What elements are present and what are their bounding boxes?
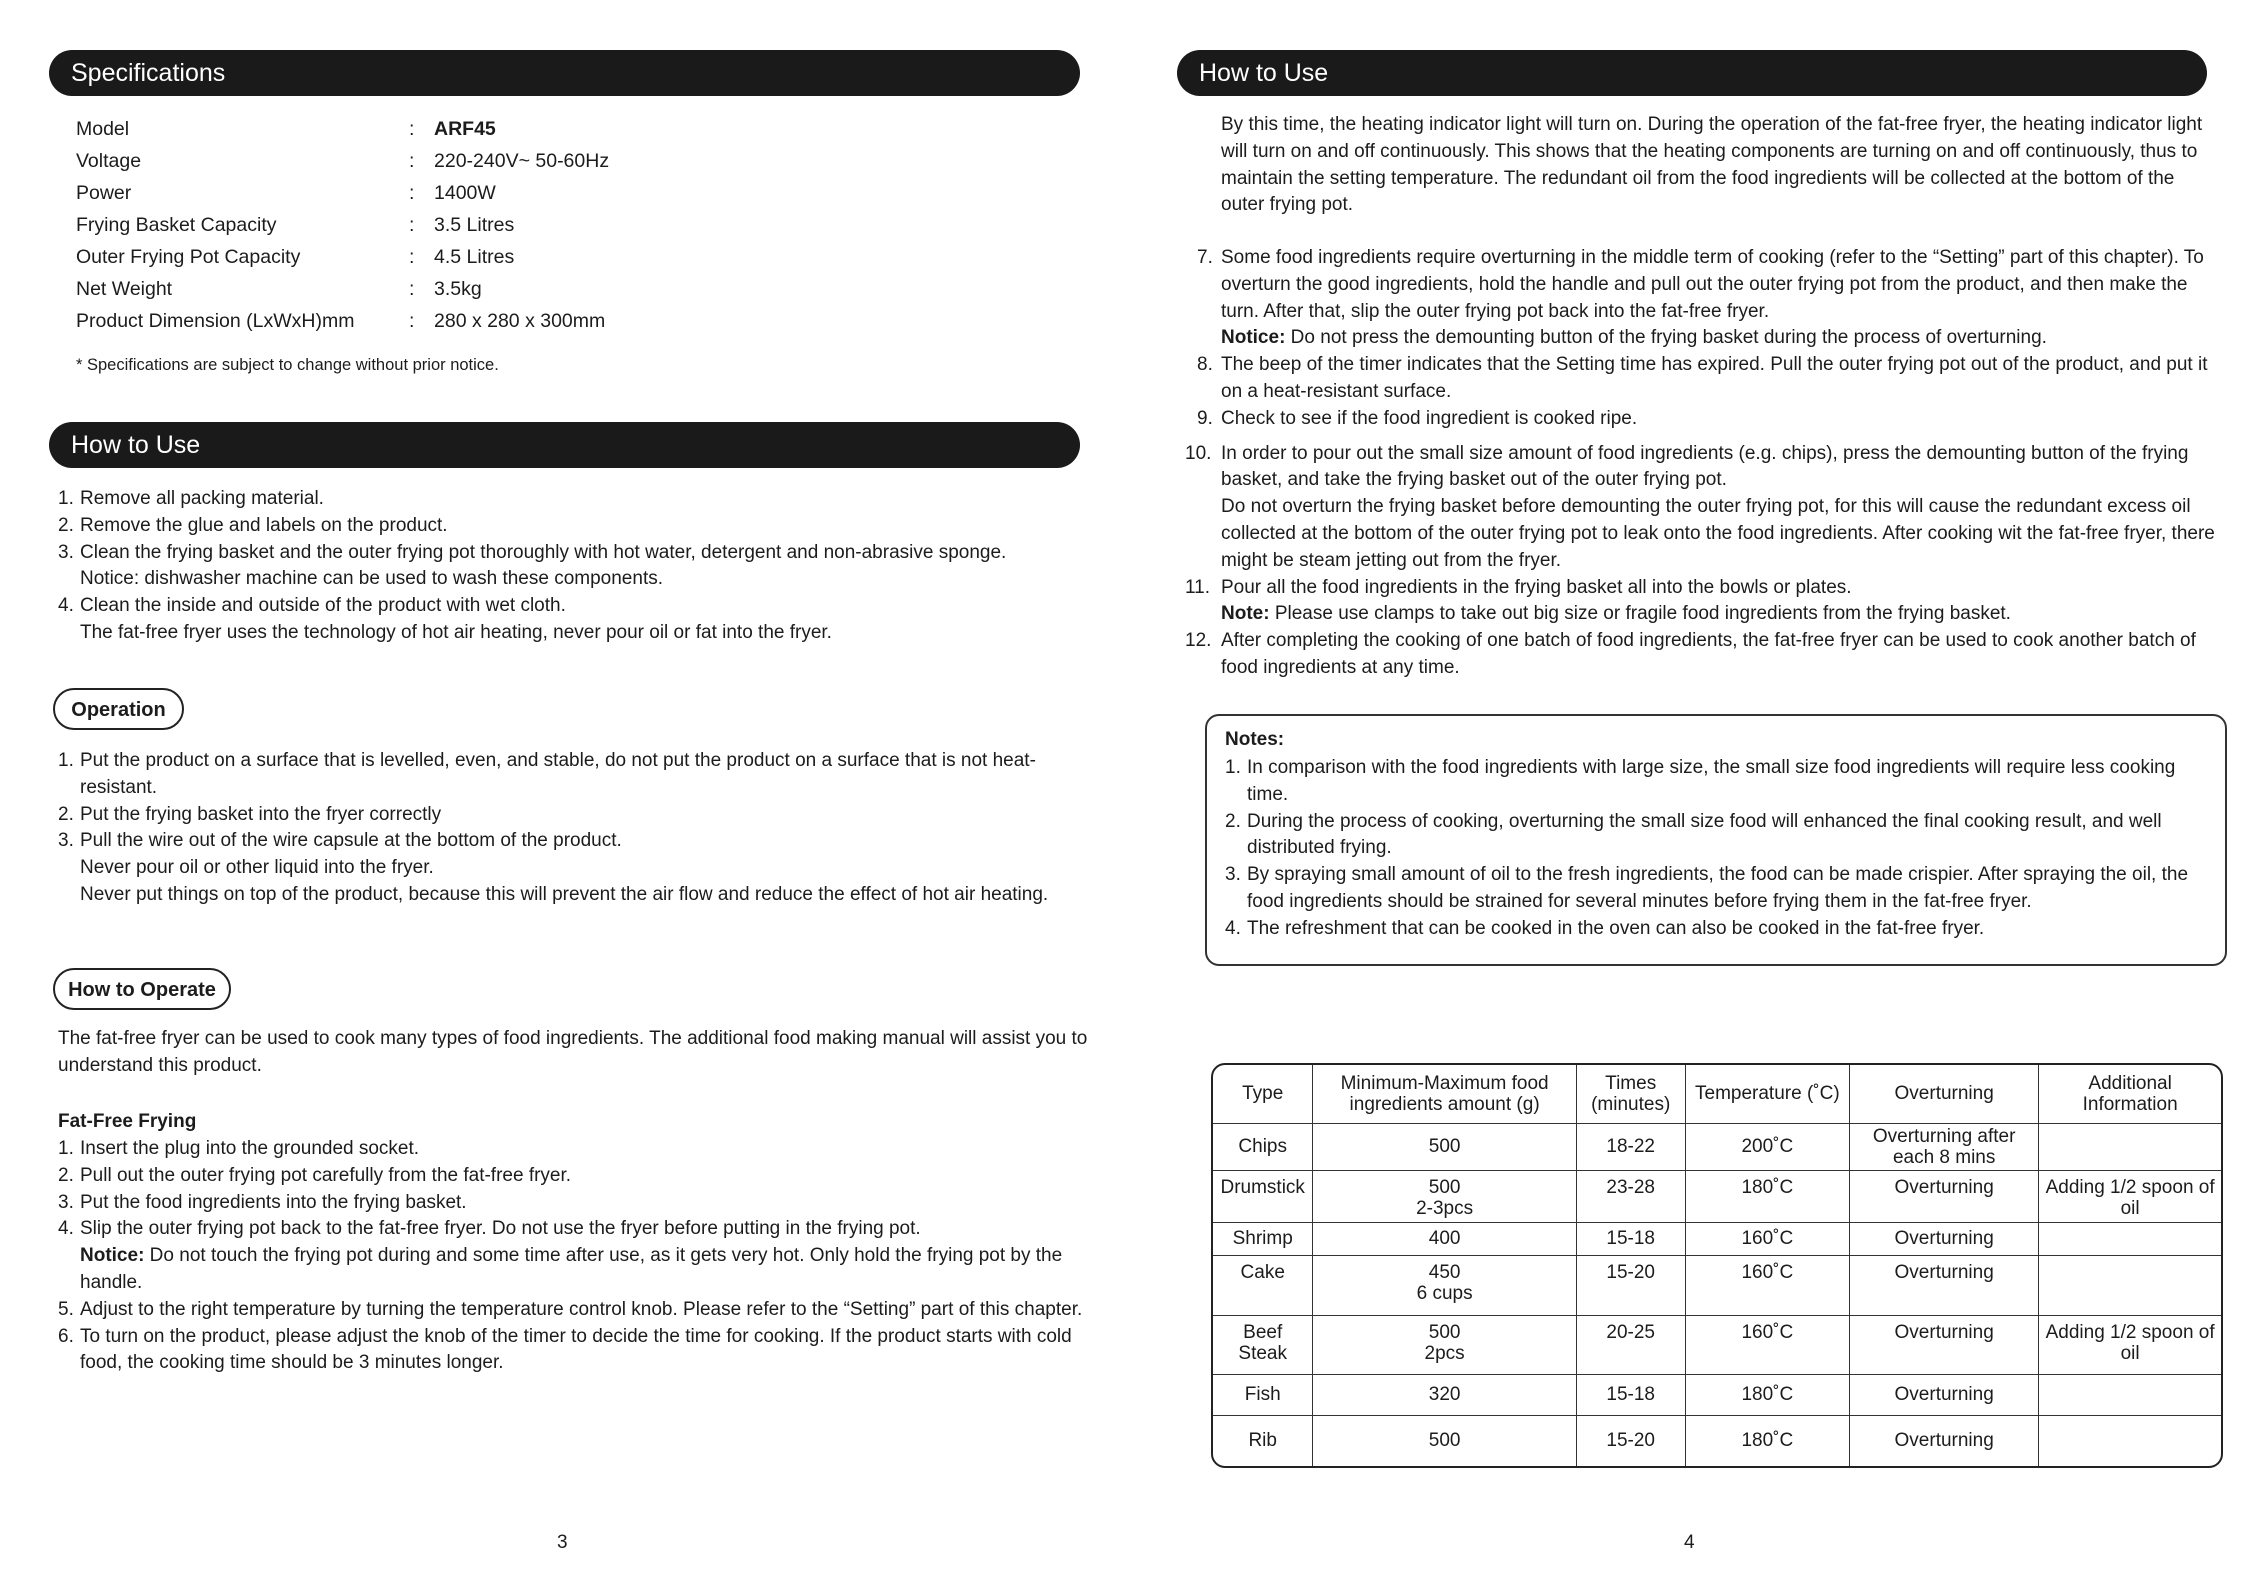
how-to-use-header xyxy=(1177,50,2207,96)
list-item: 1. In comparison with the food ingredients with large size, the small size food ingredients will require less cooking time. xyxy=(1225,757,2176,805)
spec-label: Power xyxy=(76,182,132,204)
column-header: Type xyxy=(1213,1065,1313,1123)
fat-free-frying-heading: Fat-Free Frying xyxy=(58,1111,197,1132)
table-cell: Overturning xyxy=(1850,1170,2039,1222)
list-item: 2. Put the frying basket into the fryer correctly xyxy=(58,803,442,825)
table-cell: 15-20 xyxy=(1576,1415,1685,1466)
spec-value: 220-240V~ 50-60Hz xyxy=(434,150,610,172)
table-cell: Overturning xyxy=(1850,1222,2039,1255)
list-item: 10. In order to pour out the small size amount of food ingredients (e.g. chips), press the demounting button of the frying basket, and take the frying basket out of the outer frying pot. xyxy=(1185,442,2189,491)
list-item: 1. Remove all packing material. xyxy=(58,488,324,509)
table-cell: Fish xyxy=(1213,1374,1313,1415)
table-row xyxy=(1213,1315,2221,1374)
list-item: 11. Pour all the food ingredients in the frying basket all into the bowls or plates. xyxy=(1185,576,1852,598)
column-header: Additional Information xyxy=(2039,1065,2221,1123)
list-item: 3. Put the food ingredients into the frying basket. xyxy=(58,1191,467,1213)
list-item-notice: Notice: Do not press the demounting button of the frying basket during the process of overturning. xyxy=(1221,327,2047,349)
table-cell xyxy=(2039,1123,2221,1170)
notes-title: Notes: xyxy=(1225,729,1285,750)
list-item: 7. Some food ingredients require overturning in the middle term of cooking (refer to the “Setting” part of this chapter). To overturn the good ingredients, hold the handle and pull out the outer frying pot from the product, and then make the turn. After that, slip the outer frying pot back into the fat-free fryer. xyxy=(1197,247,2204,322)
spec-label: Frying Basket Capacity xyxy=(76,214,277,236)
table-cell: Overturning xyxy=(1850,1415,2039,1466)
column-header: Temperature (˚C) xyxy=(1685,1065,1850,1123)
list-item: 12. After completing the cooking of one batch of food ingredients, the fat-free fryer can be used to cook another batch of food ingredients at any time. xyxy=(1185,630,2196,678)
table-cell: Adding 1/2 spoon of oil xyxy=(2039,1315,2221,1374)
table-cell: Overturning after each 8 mins xyxy=(1850,1123,2039,1170)
table-cell: Overturning xyxy=(1850,1315,2039,1374)
table-cell: Chips xyxy=(1213,1123,1313,1170)
spec-value: 4.5 Litres xyxy=(434,246,515,268)
notes-box xyxy=(1205,714,2227,966)
how-to-use-intro: By this time, the heating indicator light will turn on. During the operation of the fat-free fryer, the heating indicator light will turn on and off continuously. This shows that the heating components are turning on and off continuously, thus to maintain the setting temperature. The redundant oil from the food ingredients will be collected at the bottom of the outer frying pot. xyxy=(1221,114,2203,216)
list-item: 2. During the process of cooking, overturning the small size food will enhanced the final cooking result, and well distributed frying. xyxy=(1225,810,2162,859)
spec-colon: : xyxy=(409,150,415,172)
table-cell: 200˚C xyxy=(1685,1123,1850,1170)
spec-colon: : xyxy=(409,278,415,300)
table-cell xyxy=(2039,1222,2221,1255)
table-cell: Beef Steak xyxy=(1213,1315,1313,1374)
how-to-use-title: How to Use xyxy=(1199,59,1329,87)
spec-label: Outer Frying Pot Capacity xyxy=(76,246,301,268)
spec-colon: : xyxy=(409,310,415,332)
cooking-table xyxy=(1213,1065,2221,1466)
table-cell: Overturning xyxy=(1850,1374,2039,1415)
spacer xyxy=(1185,433,2221,441)
spec-value: 3.5kg xyxy=(434,278,482,300)
table-cell: 160˚C xyxy=(1685,1255,1850,1315)
how-to-operate-intro: The fat-free fryer can be used to cook many types of food ingredients. The additional food making manual will assist you to understand this product. xyxy=(58,1028,1088,1076)
page-number: 4 xyxy=(1684,1532,1695,1553)
table-cell xyxy=(2039,1415,2221,1466)
list-item-note: Do not overturn the frying basket before demounting the outer frying pot, for this will cause the redundant excess oil collected at the bottom of the outer frying pot to leak onto the food ingredients. After cooking wit the fat-free fryer, there might be steam jetting out from the fryer. xyxy=(1221,496,2215,571)
column-header: Times (minutes) xyxy=(1576,1065,1685,1123)
table-cell: 500 2-3pcs xyxy=(1313,1170,1576,1222)
table-cell: 180˚C xyxy=(1685,1170,1850,1222)
list-item: 5. Adjust to the right temperature by turning the temperature control knob. Please refer to the “Setting” part of this chapter. xyxy=(58,1298,1083,1320)
table-cell: 15-20 xyxy=(1576,1255,1685,1315)
table-cell: 180˚C xyxy=(1685,1415,1850,1466)
fat-free-frying-list xyxy=(58,1136,1108,1377)
list-item: 1. Put the product on a surface that is levelled, even, and stable, do not put the product on a surface that is not heat-resistant. xyxy=(58,750,1036,798)
list-item: 4. Slip the outer frying pot back to the fat-free fryer. Do not use the fryer before putting in the frying pot. xyxy=(58,1218,921,1240)
list-item: 1. Insert the plug into the grounded socket. xyxy=(58,1138,420,1159)
table-row xyxy=(1213,1222,2221,1255)
column-header: Overturning xyxy=(1850,1065,2039,1123)
table-cell: Drumstick xyxy=(1213,1170,1313,1222)
spec-label: Model xyxy=(76,118,130,140)
specifications-title: Specifications xyxy=(71,59,226,87)
spec-value: 3.5 Litres xyxy=(434,214,515,236)
table-cell: 23-28 xyxy=(1576,1170,1685,1222)
spec-colon: : xyxy=(409,182,415,204)
table-cell: 400 xyxy=(1313,1222,1576,1255)
table-row xyxy=(1213,1123,2221,1170)
list-item-notice: Notice: Do not touch the frying pot during and some time after use, as it gets very hot. Only hold the frying pot by the handle. xyxy=(80,1245,1063,1293)
list-item: 6. To turn on the product, please adjust the knob of the timer to decide the time for cooking. If the product starts with cold food, the cooking time should be 3 minutes longer. xyxy=(58,1325,1072,1374)
list-item-note: The fat-free fryer uses the technology of hot air heating, never pour oil or fat into the fryer. xyxy=(80,621,832,643)
list-item-notice: Notice: dishwasher machine can be used to wash these components. xyxy=(80,568,663,590)
table-cell: 20-25 xyxy=(1576,1315,1685,1374)
table-cell xyxy=(2039,1374,2221,1415)
table-cell: 160˚C xyxy=(1685,1315,1850,1374)
table-header-row xyxy=(1213,1065,2221,1123)
spec-value: ARF45 xyxy=(434,118,496,140)
left-page xyxy=(0,0,1125,1587)
spec-value: 1400W xyxy=(434,182,496,204)
table-cell: 160˚C xyxy=(1685,1222,1850,1255)
list-item: 4. Clean the inside and outside of the product with wet cloth. xyxy=(58,595,566,617)
list-item: 2. Remove the glue and labels on the product. xyxy=(58,514,448,536)
cooking-table-frame xyxy=(1211,1063,2223,1468)
how-to-operate-label: How to Operate xyxy=(53,968,231,1010)
spec-label: Voltage xyxy=(76,150,142,172)
list-item-note: Never put things on top of the product, because this will prevent the air flow and reduce the effect of hot air heating. xyxy=(80,883,1049,905)
table-cell xyxy=(2039,1255,2221,1315)
spec-colon: : xyxy=(409,118,415,140)
table-cell: 320 xyxy=(1313,1374,1576,1415)
list-item: 4. The refreshment that can be cooked in the oven can also be cooked in the fat-free fryer. xyxy=(1225,917,1985,939)
table-row xyxy=(1213,1170,2221,1222)
page-number: 3 xyxy=(557,1532,568,1553)
table-cell: 450 6 cups xyxy=(1313,1255,1576,1315)
spec-label: Product Dimension (LxWxH)mm xyxy=(76,310,355,332)
list-item: 3. Clean the frying basket and the outer frying pot thoroughly with hot water, detergent and non-abrasive sponge. xyxy=(58,541,1007,563)
table-cell: Adding 1/2 spoon of oil xyxy=(2039,1170,2221,1222)
spec-value: 280 x 280 x 300mm xyxy=(434,310,606,332)
column-header: Minimum-Maximum food ingredients amount (g) xyxy=(1313,1065,1576,1123)
list-item: 3. By spraying small amount of oil to the fresh ingredients, the food can be made crispier. After spraying the oil, the food ingredients should be strained for several minutes before frying them in the fat-free fryer. xyxy=(1225,864,2189,912)
spec-label: Net Weight xyxy=(76,278,173,300)
list-item: 9. Check to see if the food ingredient is cooked ripe. xyxy=(1197,407,1638,429)
list-item-note: Note: Please use clamps to take out big size or fragile food ingredients from the frying basket. xyxy=(1221,603,2011,625)
table-cell: 500 xyxy=(1313,1415,1576,1466)
specifications-header xyxy=(49,50,1080,96)
table-row xyxy=(1213,1374,2221,1415)
table-row xyxy=(1213,1255,2221,1315)
table-row xyxy=(1213,1415,2221,1466)
table-cell: 15-18 xyxy=(1576,1374,1685,1415)
list-item: 2. Pull out the outer frying pot carefully from the fat-free fryer. xyxy=(58,1164,572,1186)
list-item: 3. Pull the wire out of the wire capsule at the bottom of the product. xyxy=(58,830,622,852)
operation-label: Operation xyxy=(53,688,184,730)
table-cell: Overturning xyxy=(1850,1255,2039,1315)
table-cell: Rib xyxy=(1213,1415,1313,1466)
right-page xyxy=(1125,0,2251,1587)
table-cell: 18-22 xyxy=(1576,1123,1685,1170)
spec-colon: : xyxy=(409,246,415,268)
operation-list xyxy=(58,748,1058,909)
table-cell: Cake xyxy=(1213,1255,1313,1315)
table-cell: Shrimp xyxy=(1213,1222,1313,1255)
how-to-use-list xyxy=(1185,245,2221,682)
notes-list xyxy=(1225,755,2215,943)
how-to-use-list xyxy=(58,486,1098,647)
spec-footnote: * Specifications are subject to change without prior notice. xyxy=(76,356,499,374)
table-cell: 15-18 xyxy=(1576,1222,1685,1255)
list-item-note: Never pour oil or other liquid into the fryer. xyxy=(80,857,434,879)
list-item: 8. The beep of the timer indicates that the Setting time has expired. Pull the outer frying pot out of the product, and put it on a heat-resistant surface. xyxy=(1197,354,2208,402)
how-to-use-title: How to Use xyxy=(71,431,201,459)
table-cell: 500 xyxy=(1313,1123,1576,1170)
spec-colon: : xyxy=(409,214,415,236)
table-cell: 180˚C xyxy=(1685,1374,1850,1415)
table-cell: 500 2pcs xyxy=(1313,1315,1576,1374)
how-to-use-header xyxy=(49,422,1080,468)
